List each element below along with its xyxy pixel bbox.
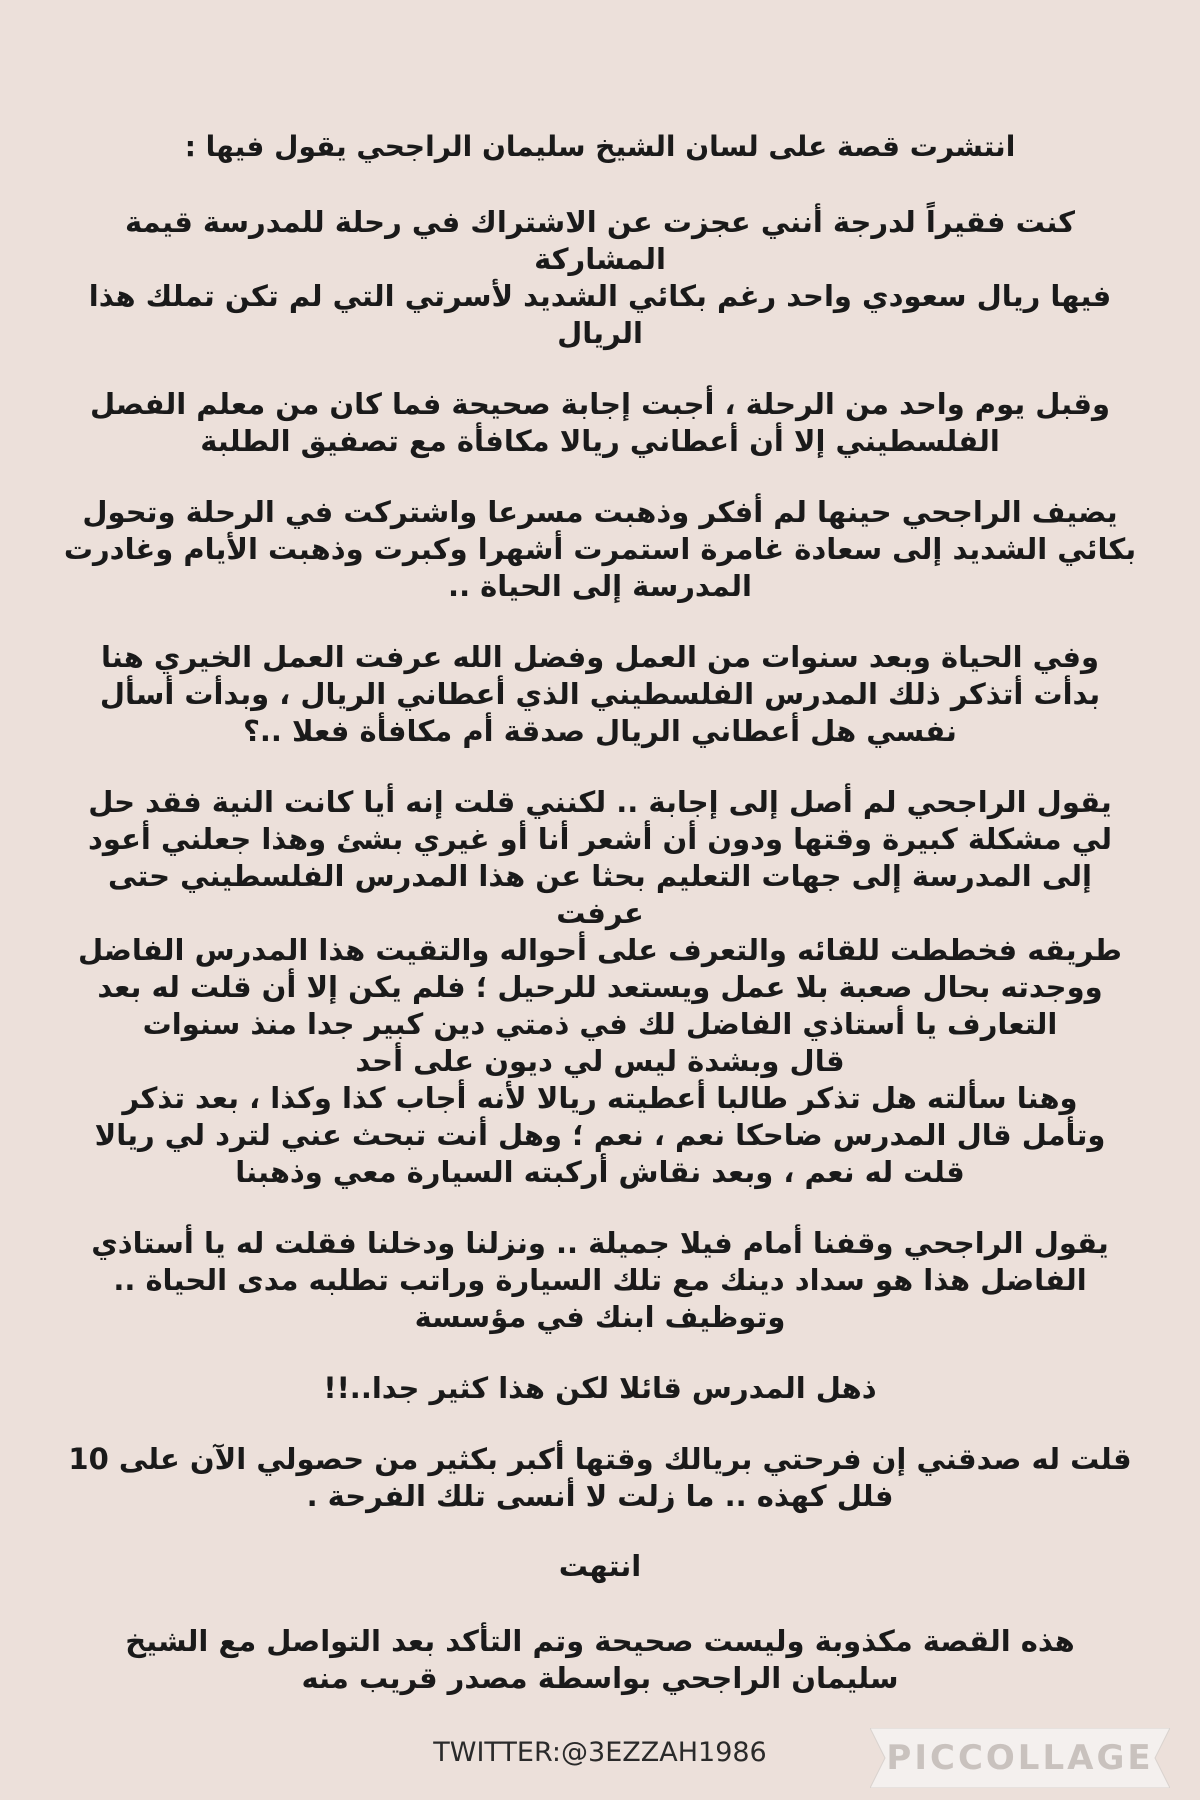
story-paragraph (60, 1370, 1140, 1407)
paragraph-line: وقبل يوم واحد من الرحلة ، أجبت إجابة صحيحة فما كان من معلم الفصل (90, 387, 1110, 421)
piccollage-watermark (870, 1728, 1170, 1788)
paragraph-line: لي مشكلة كبيرة وقتها ودون أن أشعر أنا أو غيري بشئ وهذا جعلني أعود (88, 822, 1112, 856)
paragraph-line: المدرسة إلى الحياة .. (448, 569, 752, 603)
story-paragraph (60, 494, 1140, 605)
paragraph-line: الفلسطيني إلا أن أعطاني ريالا مكافأة مع تصفيق الطلبة (200, 424, 1000, 458)
paragraph-line: ذهل المدرس قائلا لكن هذا كثير جدا..!! (323, 1371, 877, 1405)
paragraph-line: قلت له صدقني إن فرحتي بريالك وقتها أكبر بكثير من حصولي الآن على 10 (68, 1442, 1132, 1476)
fact-check-line: هذه القصة مكذوبة وليست صحيحة وتم التأكد بعد التواصل مع الشيخ (125, 1624, 1075, 1658)
story-title: انتشرت قصة على لسان الشيخ سليمان الراجحي يقول فيها : (184, 130, 1016, 163)
story-body (60, 204, 1140, 1515)
paragraph-line: يضيف الراجحي حينها لم أفكر وذهبت مسرعا واشتركت في الرحلة وتحول (82, 495, 1118, 529)
paragraph-line: قال وبشدة ليس لي ديون على أحد (355, 1044, 845, 1078)
story-paragraph (60, 639, 1140, 750)
story-ending: انتهت (558, 1549, 642, 1583)
paragraph-line: فلل كهذه .. ما زلت لا أنسى تلك الفرحة . (306, 1479, 894, 1513)
fact-check-note (60, 1623, 1140, 1697)
paragraph-line: التعارف يا أستاذي الفاضل لك في ذمتي دين كبير جدا منذ سنوات (142, 1007, 1058, 1041)
story-paragraph (60, 1225, 1140, 1336)
paragraph-line: بكائي الشديد إلى سعادة غامرة استمرت أشهرا وكبرت وذهبت الأيام وغادرت (63, 532, 1137, 566)
paragraph-line: يقول الراجحي وقفنا أمام فيلا جميلة .. ونزلنا ودخلنا فقلت له يا أستاذي (91, 1226, 1109, 1260)
paragraph-line: وتأمل قال المدرس ضاحكا نعم ، نعم ؛ وهل أنت تبحث عني لترد لي ريالا (94, 1118, 1106, 1152)
paragraph-line: إلى المدرسة إلى جهات التعليم بحثا عن هذا المدرس الفلسطيني حتى عرفت (107, 859, 1092, 930)
watermark-text: PICCOLLAGE (886, 1738, 1154, 1778)
fact-check-line: سليمان الراجحي بواسطة مصدر قريب منه (301, 1661, 899, 1695)
paragraph-line: طريقه فخططت للقائه والتعرف على أحواله والتقيت هذا المدرس الفاضل (78, 933, 1122, 967)
story-paragraph (60, 204, 1140, 352)
paragraph-line: بدأت أتذكر ذلك المدرس الفلسطيني الذي أعطاني الريال ، وبدأت أسأل (99, 677, 1101, 711)
paragraph-line: وفي الحياة وبعد سنوات من العمل وفضل الله عرفت العمل الخيري هنا (100, 640, 1100, 674)
paragraph-line: ووجدته بحال صعبة بلا عمل ويستعد للرحيل ؛ فلم يكن إلا أن قلت له بعد (97, 970, 1103, 1004)
story-paragraph (60, 386, 1140, 460)
twitter-handle: TWITTER:@3EZZAH1986 (433, 1737, 767, 1768)
story-paragraph (60, 784, 1140, 1191)
paragraph-line: فيها ريال سعودي واحد رغم بكائي الشديد لأسرتي التي لم تكن تملك هذا (88, 279, 1112, 313)
paragraph-line: وتوظيف ابنك في مؤسسة (414, 1300, 786, 1334)
paragraph-line: الريال (557, 316, 643, 350)
paragraph-line: قلت له نعم ، وبعد نقاش أركبته السيارة معي وذهبنا (235, 1155, 965, 1189)
paragraph-line: نفسي هل أعطاني الريال صدقة أم مكافأة فعلا ..؟ (243, 714, 957, 748)
story-paragraph (60, 1441, 1140, 1515)
paragraph-line: يقول الراجحي لم أصل إلى إجابة .. لكنني قلت إنه أيا كانت النية فقد حل (88, 785, 1112, 819)
paragraph-line: كنت فقيراً لدرجة أنني عجزت عن الاشتراك في رحلة للمدرسة قيمة المشاركة (124, 205, 1076, 276)
paragraph-line: وهنا سألته هل تذكر طالبا أعطيته ريالا لأنه أجاب كذا وكذا ، بعد تذكر (122, 1081, 1078, 1115)
paragraph-line: الفاضل هذا هو سداد دينك مع تلك السيارة وراتب تطلبه مدى الحياة .. (113, 1263, 1087, 1297)
story-document (60, 130, 1140, 1768)
